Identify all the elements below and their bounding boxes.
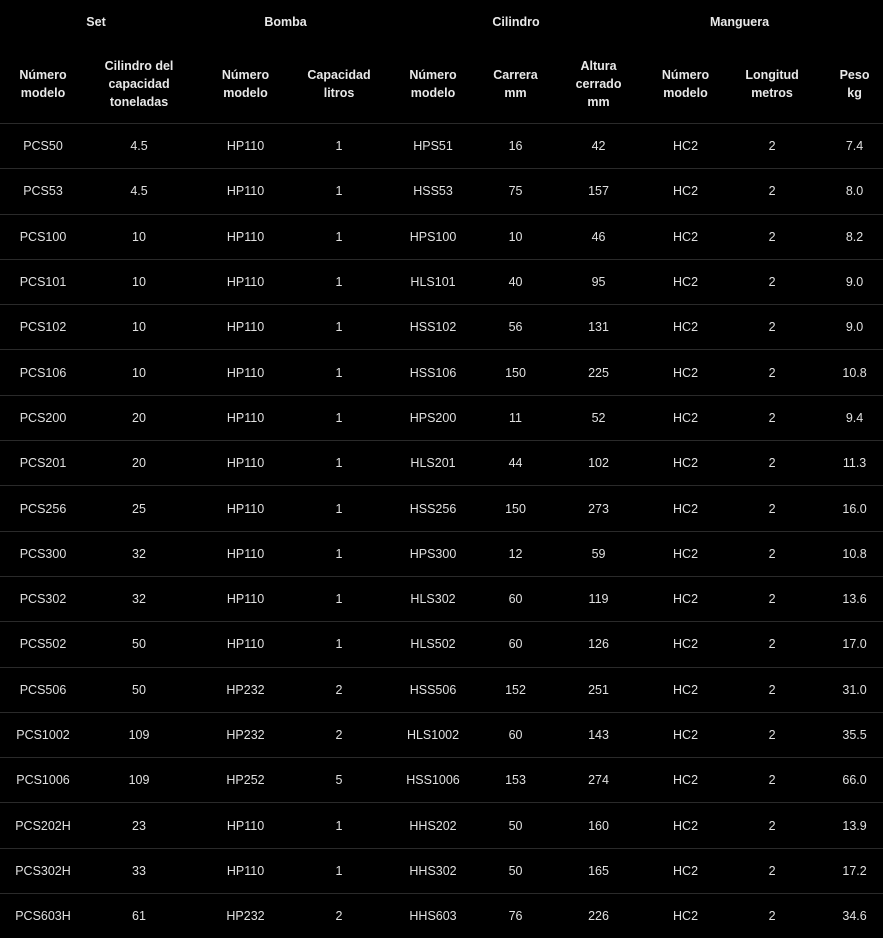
table-cell: HP232 — [192, 894, 299, 938]
table-cell: HSS256 — [379, 486, 487, 531]
table-cell: 1 — [299, 214, 379, 259]
table-row — [0, 622, 883, 667]
table-cell: 1 — [299, 305, 379, 350]
table-cell: HC2 — [653, 803, 718, 848]
table-cell: HP110 — [192, 395, 299, 440]
table-cell: 50 — [487, 803, 544, 848]
table-cell: 20 — [86, 441, 192, 486]
table-cell: 150 — [487, 350, 544, 395]
table-cell: 66.0 — [826, 758, 883, 803]
table-cell: HPS200 — [379, 395, 487, 440]
table-cell: 1 — [299, 622, 379, 667]
column-header — [379, 44, 487, 124]
table-cell: HPS100 — [379, 214, 487, 259]
table-cell: 126 — [544, 622, 653, 667]
table-cell: HP252 — [192, 758, 299, 803]
table-cell: 150 — [487, 486, 544, 531]
table-cell: HHS302 — [379, 848, 487, 893]
table-cell: 20 — [86, 395, 192, 440]
column-header-line: Número — [379, 66, 487, 84]
table-cell: HPS300 — [379, 531, 487, 576]
table-cell: HLS502 — [379, 622, 487, 667]
table-cell: 1 — [299, 350, 379, 395]
table-cell: PCS302 — [0, 576, 86, 621]
table-cell: 13.9 — [826, 803, 883, 848]
table-row — [0, 259, 883, 304]
column-header-line: mm — [487, 84, 544, 102]
table-cell: 50 — [86, 622, 192, 667]
table-cell: HC2 — [653, 214, 718, 259]
column-header — [0, 44, 86, 124]
column-header-line: mm — [544, 93, 653, 111]
table-cell: HP110 — [192, 214, 299, 259]
table-cell: HC2 — [653, 894, 718, 938]
table-cell: HP232 — [192, 667, 299, 712]
group-header-row — [0, 0, 883, 44]
table-cell: HHS202 — [379, 803, 487, 848]
group-header — [826, 0, 883, 44]
table-cell: 2 — [718, 848, 826, 893]
table-cell: 2 — [718, 441, 826, 486]
column-header-line: Altura — [544, 57, 653, 75]
table-cell: 2 — [718, 124, 826, 169]
table-cell: 1 — [299, 576, 379, 621]
table-cell: HC2 — [653, 395, 718, 440]
table-cell: 42 — [544, 124, 653, 169]
table-cell: 157 — [544, 169, 653, 214]
table-cell: HC2 — [653, 441, 718, 486]
table-cell: HC2 — [653, 531, 718, 576]
table-cell: PCS502 — [0, 622, 86, 667]
column-header-line: Número — [192, 66, 299, 84]
table-cell: 95 — [544, 259, 653, 304]
column-header — [192, 44, 299, 124]
column-header-line: Capacidad — [299, 66, 379, 84]
table-cell: 2 — [718, 531, 826, 576]
table-cell: 33 — [86, 848, 192, 893]
table-cell: 16 — [487, 124, 544, 169]
table-cell: PCS53 — [0, 169, 86, 214]
table-cell: 32 — [86, 576, 192, 621]
table-cell: 4.5 — [86, 124, 192, 169]
table-cell: 2 — [718, 395, 826, 440]
column-header-line: modelo — [192, 84, 299, 102]
table-cell: HC2 — [653, 305, 718, 350]
table-cell: PCS603H — [0, 894, 86, 938]
table-row — [0, 305, 883, 350]
table-cell: HLS101 — [379, 259, 487, 304]
table-cell: 9.4 — [826, 395, 883, 440]
column-header — [86, 44, 192, 124]
table-row — [0, 486, 883, 531]
table-cell: 165 — [544, 848, 653, 893]
table-cell: 61 — [86, 894, 192, 938]
table-cell: HP110 — [192, 350, 299, 395]
column-header — [718, 44, 826, 124]
group-header: Cilindro — [379, 0, 653, 44]
table-cell: HC2 — [653, 259, 718, 304]
table-cell: 2 — [718, 259, 826, 304]
column-header-line: Peso — [826, 66, 883, 84]
group-header: Manguera — [653, 0, 826, 44]
table-cell: 59 — [544, 531, 653, 576]
table-cell: 25 — [86, 486, 192, 531]
column-header-line: Número — [653, 66, 718, 84]
table-cell: 274 — [544, 758, 653, 803]
table-cell: 1 — [299, 395, 379, 440]
table-cell: PCS256 — [0, 486, 86, 531]
table-cell: 9.0 — [826, 305, 883, 350]
table-cell: 2 — [299, 894, 379, 938]
table-cell: 11.3 — [826, 441, 883, 486]
table-cell: 50 — [487, 848, 544, 893]
table-row — [0, 712, 883, 757]
table-cell: PCS202H — [0, 803, 86, 848]
table-row — [0, 350, 883, 395]
table-cell: 10 — [86, 259, 192, 304]
table-cell: PCS201 — [0, 441, 86, 486]
table-row — [0, 169, 883, 214]
table-cell: 2 — [718, 169, 826, 214]
table-cell: 4.5 — [86, 169, 192, 214]
table-cell: 119 — [544, 576, 653, 621]
table-cell: PCS506 — [0, 667, 86, 712]
table-cell: 17.0 — [826, 622, 883, 667]
table-cell: 152 — [487, 667, 544, 712]
table-cell: 2 — [718, 758, 826, 803]
table-cell: 10 — [86, 350, 192, 395]
table-cell: 8.0 — [826, 169, 883, 214]
table-cell: 1 — [299, 531, 379, 576]
column-header-line: modelo — [379, 84, 487, 102]
column-header — [487, 44, 544, 124]
table-row — [0, 441, 883, 486]
table-cell: 10 — [86, 305, 192, 350]
table-cell: HC2 — [653, 848, 718, 893]
table-cell: 102 — [544, 441, 653, 486]
column-header — [653, 44, 718, 124]
column-header-line: modelo — [0, 84, 86, 102]
table-cell: HSS53 — [379, 169, 487, 214]
table-cell: HC2 — [653, 758, 718, 803]
table-row — [0, 758, 883, 803]
table-cell: HC2 — [653, 622, 718, 667]
table-cell: HC2 — [653, 169, 718, 214]
table-cell: HP110 — [192, 441, 299, 486]
table-cell: 5 — [299, 758, 379, 803]
table-cell: 2 — [718, 712, 826, 757]
table-cell: HP110 — [192, 803, 299, 848]
table-cell: HP110 — [192, 259, 299, 304]
table-cell: 32 — [86, 531, 192, 576]
table-cell: 2 — [299, 712, 379, 757]
table-cell: PCS300 — [0, 531, 86, 576]
table-cell: 11 — [487, 395, 544, 440]
table-cell: 1 — [299, 124, 379, 169]
table-cell: 60 — [487, 622, 544, 667]
column-header-line: cerrado — [544, 75, 653, 93]
table-cell: HC2 — [653, 712, 718, 757]
table-cell: 2 — [718, 350, 826, 395]
table-cell: HP110 — [192, 531, 299, 576]
column-header — [299, 44, 379, 124]
table-cell: HPS51 — [379, 124, 487, 169]
table-cell: 226 — [544, 894, 653, 938]
table-cell: 12 — [487, 531, 544, 576]
table-cell: HP110 — [192, 622, 299, 667]
table-cell: 13.6 — [826, 576, 883, 621]
table-cell: HSS506 — [379, 667, 487, 712]
table-cell: 35.5 — [826, 712, 883, 757]
table-row — [0, 531, 883, 576]
table-body — [0, 124, 883, 938]
table-cell: PCS302H — [0, 848, 86, 893]
table-cell: 31.0 — [826, 667, 883, 712]
table-cell: 1 — [299, 441, 379, 486]
table-cell: HSS106 — [379, 350, 487, 395]
table-cell: 52 — [544, 395, 653, 440]
table-row — [0, 848, 883, 893]
table-cell: 44 — [487, 441, 544, 486]
table-cell: HC2 — [653, 667, 718, 712]
table-cell: 131 — [544, 305, 653, 350]
table-cell: 2 — [718, 803, 826, 848]
table-cell: 2 — [718, 667, 826, 712]
table-cell: HP232 — [192, 712, 299, 757]
table-cell: 2 — [718, 486, 826, 531]
table-cell: HC2 — [653, 124, 718, 169]
column-header-line: toneladas — [86, 93, 192, 111]
table-cell: 34.6 — [826, 894, 883, 938]
table-cell: PCS1002 — [0, 712, 86, 757]
table-cell: 153 — [487, 758, 544, 803]
column-header-line: Número — [0, 66, 86, 84]
table-cell: HP110 — [192, 576, 299, 621]
table-cell: 2 — [718, 214, 826, 259]
table-cell: HP110 — [192, 848, 299, 893]
column-header-line: capacidad — [86, 75, 192, 93]
table-cell: HP110 — [192, 486, 299, 531]
table-cell: 2 — [718, 305, 826, 350]
column-header-line: Carrera — [487, 66, 544, 84]
table-cell: 143 — [544, 712, 653, 757]
table-cell: PCS1006 — [0, 758, 86, 803]
table-cell: 60 — [487, 712, 544, 757]
column-header-row — [0, 44, 883, 124]
table-cell: 10 — [86, 214, 192, 259]
table-head — [0, 0, 883, 124]
column-header — [826, 44, 883, 124]
table-cell: 8.2 — [826, 214, 883, 259]
group-header: Bomba — [192, 0, 379, 44]
column-header-line: Cilindro del — [86, 57, 192, 75]
table-row — [0, 803, 883, 848]
table-cell: HP110 — [192, 124, 299, 169]
table-cell: PCS200 — [0, 395, 86, 440]
column-header-line: litros — [299, 84, 379, 102]
column-header-line: metros — [718, 84, 826, 102]
table-cell: 23 — [86, 803, 192, 848]
table-cell: 40 — [487, 259, 544, 304]
table-cell: PCS50 — [0, 124, 86, 169]
column-header-line: Longitud — [718, 66, 826, 84]
table-cell: HC2 — [653, 350, 718, 395]
table-cell: HC2 — [653, 576, 718, 621]
table-cell: 46 — [544, 214, 653, 259]
table-cell: 2 — [718, 894, 826, 938]
table-cell: 10 — [487, 214, 544, 259]
table-cell: 75 — [487, 169, 544, 214]
table-cell: HP110 — [192, 169, 299, 214]
table-cell: 1 — [299, 169, 379, 214]
table-cell: 109 — [86, 758, 192, 803]
table-cell: 160 — [544, 803, 653, 848]
table-cell: PCS102 — [0, 305, 86, 350]
table-cell: HC2 — [653, 486, 718, 531]
table-cell: HLS302 — [379, 576, 487, 621]
table-cell: 2 — [299, 667, 379, 712]
column-header-line: modelo — [653, 84, 718, 102]
table-cell: HSS1006 — [379, 758, 487, 803]
table-cell: 17.2 — [826, 848, 883, 893]
table-cell: 251 — [544, 667, 653, 712]
table-cell: HHS603 — [379, 894, 487, 938]
table-cell: 109 — [86, 712, 192, 757]
table-cell: HSS102 — [379, 305, 487, 350]
table-cell: 7.4 — [826, 124, 883, 169]
table-cell: 1 — [299, 803, 379, 848]
table-cell: 225 — [544, 350, 653, 395]
table-cell: 2 — [718, 622, 826, 667]
table-cell: 2 — [718, 576, 826, 621]
table-row — [0, 894, 883, 938]
table-cell: 16.0 — [826, 486, 883, 531]
table-cell: 10.8 — [826, 531, 883, 576]
group-header: Set — [0, 0, 192, 44]
table-cell: 76 — [487, 894, 544, 938]
table-cell: 56 — [487, 305, 544, 350]
table-cell: 1 — [299, 486, 379, 531]
table-cell: HLS1002 — [379, 712, 487, 757]
table-cell: PCS100 — [0, 214, 86, 259]
table-cell: 50 — [86, 667, 192, 712]
table-cell: 273 — [544, 486, 653, 531]
table-cell: PCS101 — [0, 259, 86, 304]
table-row — [0, 667, 883, 712]
table-cell: PCS106 — [0, 350, 86, 395]
column-header-line: kg — [826, 84, 883, 102]
table-cell: 10.8 — [826, 350, 883, 395]
table-row — [0, 124, 883, 169]
table-row — [0, 576, 883, 621]
column-header — [544, 44, 653, 124]
table-cell: HP110 — [192, 305, 299, 350]
table-row — [0, 395, 883, 440]
table-cell: 1 — [299, 848, 379, 893]
table-row — [0, 214, 883, 259]
table-cell: 1 — [299, 259, 379, 304]
table-cell: HLS201 — [379, 441, 487, 486]
table-cell: 60 — [487, 576, 544, 621]
table-cell: 9.0 — [826, 259, 883, 304]
